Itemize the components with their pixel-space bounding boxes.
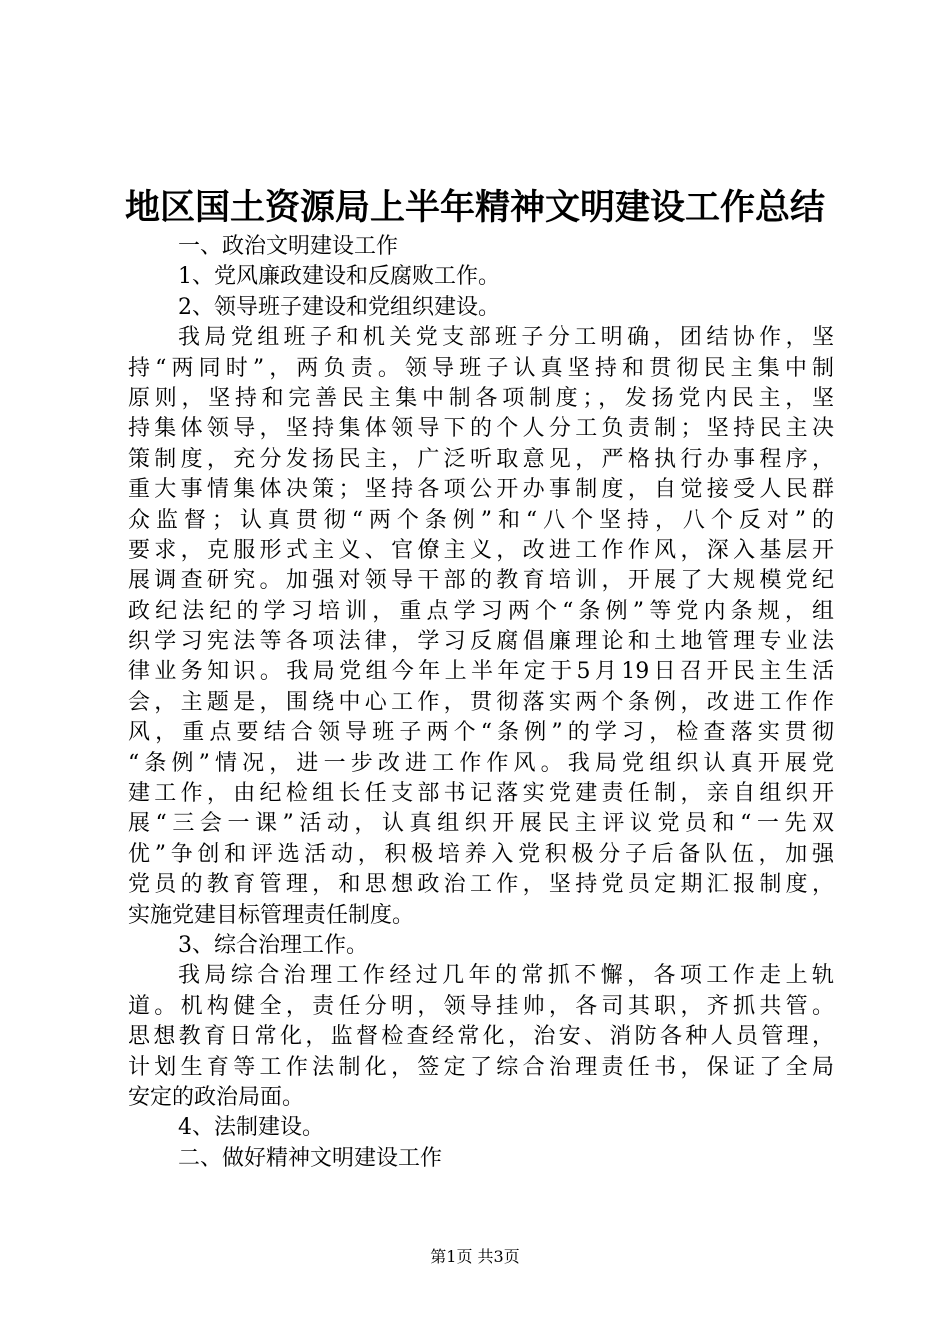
paragraph-line: 道。机构健全，责任分明，领导挂帅，各司其职，齐抓共管。	[128, 993, 834, 1019]
subsection-heading: 2、领导班子建设和党组织建设。	[178, 294, 500, 320]
paragraph-line: 原则，坚持和完善民主集中制各项制度；，发扬党内民主，坚	[128, 385, 834, 411]
paragraph-line: 众监督；认真贯彻“两个条例”和“八个坚持，八个反对”的	[128, 507, 834, 533]
paragraph-line: 计划生育等工作法制化，签定了综合治理责任书，保证了全局	[128, 1054, 834, 1080]
paragraph-line: 风，重点要结合领导班子两个“条例”的学习，检查落实贯彻	[128, 720, 834, 746]
paragraph-line: 织学习宪法等各项法律，学习反腐倡廉理论和土地管理专业法	[128, 629, 834, 655]
document-body	[128, 232, 834, 1174]
paragraph-line: 要求，克服形式主义、官僚主义，改进工作作风，深入基层开	[128, 537, 834, 563]
subsection-heading: 1、党风廉政建设和反腐败工作。	[178, 264, 500, 290]
paragraph-line: 优”争创和评选活动，积极培养入党积极分子后备队伍，加强	[128, 841, 834, 867]
paragraph-line: “条例”情况，进一步改进工作作风。我局党组织认真开展党	[128, 750, 834, 776]
subsection-heading: 4、法制建设。	[178, 1115, 324, 1141]
paragraph-line: 策制度，充分发扬民主，广泛听取意见，严格执行办事程序，	[128, 446, 834, 472]
section-heading: 二、做好精神文明建设工作	[178, 1145, 443, 1171]
paragraph-line: 安定的政治局面。	[128, 1084, 305, 1110]
paragraph-line: 党员的教育管理，和思想政治工作，坚持党员定期汇报制度，	[128, 872, 834, 898]
paragraph-line: 会，主题是，围绕中心工作，贯彻落实两个条例，改进工作作	[128, 689, 834, 715]
document-title: 地区国土资源局上半年精神文明建设工作总结	[124, 187, 825, 228]
paragraph-line: 律业务知识。我局党组今年上半年定于5月19日召开民主生活	[128, 659, 834, 685]
paragraph-line: 持“两同时”，两负责。领导班子认真坚持和贯彻民主集中制	[128, 355, 834, 381]
subsection-heading: 3、综合治理工作。	[178, 932, 368, 958]
page-number-footer: 第1页 共3页	[430, 1247, 520, 1266]
paragraph-line: 重大事情集体决策；坚持各项公开办事制度，自觉接受人民群	[128, 477, 834, 503]
paragraph-line: 展“三会一课”活动，认真组织开展民主评议党员和“一先双	[128, 811, 834, 837]
paragraph-line: 展调查研究。加强对领导干部的教育培训，开展了大规模党纪	[128, 568, 834, 594]
paragraph-line: 政纪法纪的学习培训，重点学习两个“条例”等党内条规，组	[128, 598, 834, 624]
section-heading: 一、政治文明建设工作	[178, 234, 399, 259]
paragraph-line: 持集体领导，坚持集体领导下的个人分工负责制；坚持民主决	[128, 416, 834, 442]
paragraph-line: 我局党组班子和机关党支部班子分工明确，团结协作，坚	[178, 325, 834, 351]
paragraph-line: 实施党建目标管理责任制度。	[128, 902, 415, 928]
paragraph-line: 思想教育日常化，监督检查经常化，治安、消防各种人员管理，	[128, 1024, 834, 1050]
paragraph-line: 建工作，由纪检组长任支部书记落实党建责任制，亲自组织开	[128, 781, 834, 807]
paragraph-line: 我局综合治理工作经过几年的常抓不懈，各项工作走上轨	[178, 963, 834, 989]
